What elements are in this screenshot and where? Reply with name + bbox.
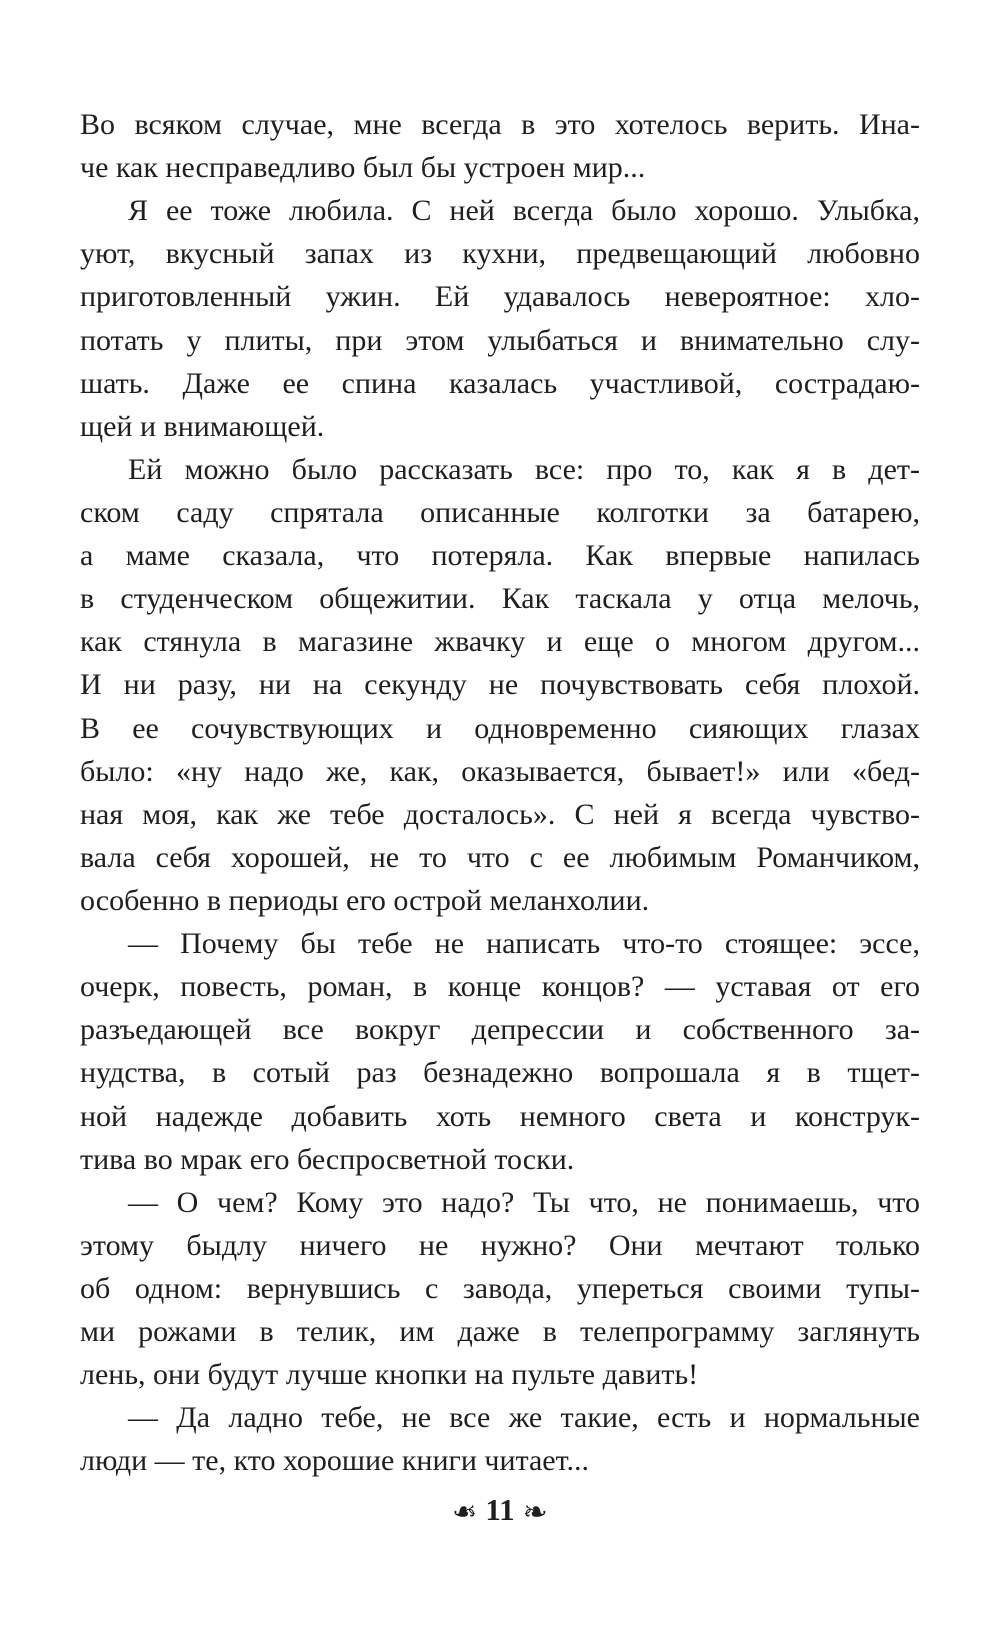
- text-line: нудства, в сотый раз безнадежно вопрошала я в тщет-: [80, 1056, 920, 1090]
- page-number: 11: [485, 1492, 515, 1527]
- page-footer: [0, 1490, 1000, 1533]
- text-line: вала себя хорошей, не то что с ее любимым Романчиком,: [80, 840, 920, 874]
- text-line: приготовленный ужин. Ей удавалось невероятное: хло-: [80, 280, 920, 314]
- text-line: шать. Даже ее спина казалась участливой, сострадаю-: [80, 366, 920, 400]
- text-line: ми рожами в телик, им даже в телепрограмму заглянуть: [80, 1315, 920, 1349]
- text-line: — Да ладно тебе, не все же такие, есть и нормальные: [128, 1401, 920, 1435]
- text-line: этому быдлу ничего не нужно? Они мечтают только: [80, 1228, 920, 1262]
- text-line: а маме сказала, что потеряла. Как впервые напилась: [80, 539, 920, 573]
- text-line: тива во мрак его беспросветной тоски.: [80, 1142, 575, 1176]
- text-line: разъедающей все вокруг депрессии и собственного за-: [80, 1013, 920, 1047]
- text-line: очерк, повесть, роман, в конце концов? — уставая от его: [80, 970, 920, 1004]
- text-line: ная моя, как же тебе досталось». С ней я всегда чувство-: [80, 797, 920, 831]
- text-line: ной надежде добавить хоть немного света и конструк-: [80, 1099, 920, 1133]
- text-line: — О чем? Кому это надо? Ты что, не понимаешь, что: [128, 1185, 920, 1219]
- text-line: щей и внимающей.: [80, 409, 325, 443]
- text-line: в студенческом общежитии. Как таскала у отца мелочь,: [80, 582, 920, 616]
- text-line: Во всяком случае, мне всегда в это хотелось верить. Ина-: [80, 108, 920, 141]
- text-line: потать у плиты, при этом улыбаться и внимательно слу-: [80, 323, 920, 357]
- page-body-text: [80, 103, 920, 1483]
- text-line: как стянула в магазине жвачку и еще о многом другом...: [80, 625, 920, 659]
- ornament-right-icon: ❧: [522, 1495, 548, 1529]
- text-line: люди — те, кто хорошие книги читает...: [80, 1444, 589, 1478]
- text-line: ском саду спрятала описанные колготки за батарею,: [80, 495, 920, 529]
- text-line: особенно в периоды его острой меланхолии.: [80, 883, 650, 917]
- text-line: об одном: вернувшись с завода, упереться своими тупы-: [80, 1271, 920, 1305]
- text-line: В ее сочувствующих и одновременно сияющих глазах: [80, 711, 920, 745]
- text-line: че как несправедливо был бы устроен мир...: [80, 151, 646, 185]
- text-line: Я ее тоже любила. С ней всегда было хорошо. Улыбка,: [128, 194, 920, 228]
- text-line: — Почему бы тебе не написать что-то стоящее: эссе,: [128, 927, 920, 961]
- text-line: уют, вкусный запах из кухни, предвещающий любовно: [80, 237, 920, 271]
- ornament-left-icon: ❧: [452, 1495, 478, 1529]
- text-line: И ни разу, ни на секунду не почувствовать себя плохой.: [80, 668, 920, 702]
- text-line: Ей можно было рассказать все: про то, как я в дет-: [128, 452, 920, 486]
- text-line: было: «ну надо же, как, оказывается, бывает!» или «бед-: [80, 754, 920, 788]
- text-line: лень, они будут лучше кнопки на пульте давить!: [80, 1358, 699, 1392]
